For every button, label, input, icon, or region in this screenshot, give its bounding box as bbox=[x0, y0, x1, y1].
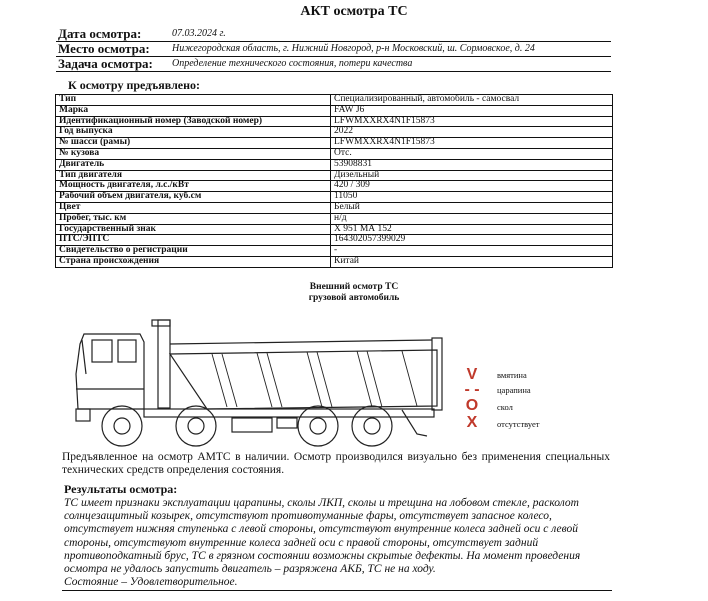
exterior-title: Внешний осмотр ТС bbox=[309, 282, 399, 292]
chip-symbol: O bbox=[465, 397, 479, 414]
row-value: Специализированный, автомобиль - самосвал bbox=[331, 95, 613, 106]
table-row bbox=[56, 256, 613, 267]
field-label: Дата осмотра: bbox=[58, 26, 142, 41]
table-row bbox=[56, 213, 613, 224]
row-key: № шасси (рамы) bbox=[56, 138, 331, 149]
row-value: Х 951 МА 152 bbox=[331, 224, 613, 235]
row-value: LFWMXXRX4N1F15873 bbox=[331, 116, 613, 127]
row-value: 2022 bbox=[331, 127, 613, 138]
results-heading: Результаты осмотра: bbox=[64, 482, 178, 496]
results-text: ТС имеет признаки эксплуатации царапины, сколы ЛКП, сколы и трещина на лобовом стекле, расколот солнцезащитный козырек, отсутствуют противотуманные фары, отсутствует запасное колесо, отсутствует нижняя ступенька с левой стороны, отсутствуют внутренние колеса задней оси с левой стороны, отсутствуют внутренние колеса задней оси с правой стороны, отсутствует задний противоподкатный брус, ТС в грязном состоянии возможны скрытые дефекты. На момент проведения осмотра не удалось запустить двигатель – разряжена АКБ, ТС не на ходу. bbox=[64, 497, 581, 576]
row-value: 11050 bbox=[331, 192, 613, 203]
row-value: LFWMXXRX4N1F15873 bbox=[331, 138, 613, 149]
row-value: н/д bbox=[331, 213, 613, 224]
inspection-note: Предъявленное на осмотр АМТС в наличии. Осмотр производился визуально без применения специальных технических средств определения состояния. bbox=[62, 451, 610, 476]
table-row bbox=[56, 138, 613, 149]
divider bbox=[62, 590, 612, 591]
row-value: - bbox=[331, 246, 613, 257]
table-row bbox=[56, 246, 613, 257]
row-key: Двигатель bbox=[56, 159, 331, 170]
table-row bbox=[56, 192, 613, 203]
row-value: 53908831 bbox=[331, 159, 613, 170]
row-key: Цвет bbox=[56, 202, 331, 213]
row-value: 420 / 309 bbox=[331, 181, 613, 192]
inspection-date-row bbox=[56, 26, 611, 42]
table-row bbox=[56, 170, 613, 181]
table-row bbox=[56, 224, 613, 235]
row-key: ПТС/ЭПТС bbox=[56, 235, 331, 246]
field-label: Место осмотра: bbox=[58, 41, 150, 56]
scratch-label: царапина bbox=[497, 385, 531, 395]
row-key: Государственный знак bbox=[56, 224, 331, 235]
field-label: Задача осмотра: bbox=[58, 56, 153, 71]
table-row bbox=[56, 95, 613, 106]
table-row bbox=[56, 235, 613, 246]
missing-symbol: X bbox=[466, 414, 478, 431]
condition-state: Состояние – Удовлетворительное. bbox=[64, 576, 238, 588]
scratch-symbol: - - bbox=[464, 381, 480, 398]
row-key: Тип двигателя bbox=[56, 170, 331, 181]
chip-label: скол bbox=[497, 402, 513, 412]
table-row bbox=[56, 148, 613, 159]
row-value: FAW J6 bbox=[331, 105, 613, 116]
row-value: 164302057399029 bbox=[331, 235, 613, 246]
exterior-heading bbox=[0, 282, 708, 304]
exterior-subtitle: грузовой автомобиль bbox=[308, 293, 400, 303]
vehicle-info-table bbox=[55, 94, 613, 268]
table-row bbox=[56, 127, 613, 138]
table-row bbox=[56, 202, 613, 213]
document-title: АКТ осмотра ТС bbox=[300, 4, 408, 19]
dent-label: вмятина bbox=[497, 370, 527, 380]
inspection-place-row bbox=[56, 41, 611, 57]
row-value: Китай bbox=[331, 256, 613, 267]
table-row bbox=[56, 159, 613, 170]
missing-label: отсутствует bbox=[497, 419, 540, 429]
presented-heading: К осмотру предъявлено: bbox=[68, 78, 201, 92]
row-value: Белый bbox=[331, 202, 613, 213]
truck-diagram bbox=[72, 314, 452, 449]
row-key: Тип bbox=[56, 95, 331, 106]
row-key: Рабочий объем двигателя, куб.см bbox=[56, 192, 331, 203]
row-value: Дизельный bbox=[331, 170, 613, 181]
row-key: Идентификационный номер (Заводской номер) bbox=[56, 116, 331, 127]
row-key: Мощность двигателя, л.с./кВт bbox=[56, 181, 331, 192]
field-value: Определение технического состояния, потери качества bbox=[172, 58, 413, 69]
row-key: Пробег, тыс. км bbox=[56, 213, 331, 224]
table-row bbox=[56, 105, 613, 116]
row-value: Отс. bbox=[331, 148, 613, 159]
row-key: Страна происхождения bbox=[56, 256, 331, 267]
dent-symbol: V bbox=[466, 366, 478, 383]
row-key: Год выпуска bbox=[56, 127, 331, 138]
field-value: 07.03.2024 г. bbox=[172, 28, 226, 39]
row-key: № кузова bbox=[56, 148, 331, 159]
table-row bbox=[56, 116, 613, 127]
row-key: Свидетельство о регистрации bbox=[56, 246, 331, 257]
field-value: Нижегородская область, г. Нижний Новгород, р-н Московский, ш. Сормовское, д. 24 bbox=[172, 43, 535, 54]
row-key: Марка bbox=[56, 105, 331, 116]
inspection-task-row bbox=[56, 56, 611, 72]
